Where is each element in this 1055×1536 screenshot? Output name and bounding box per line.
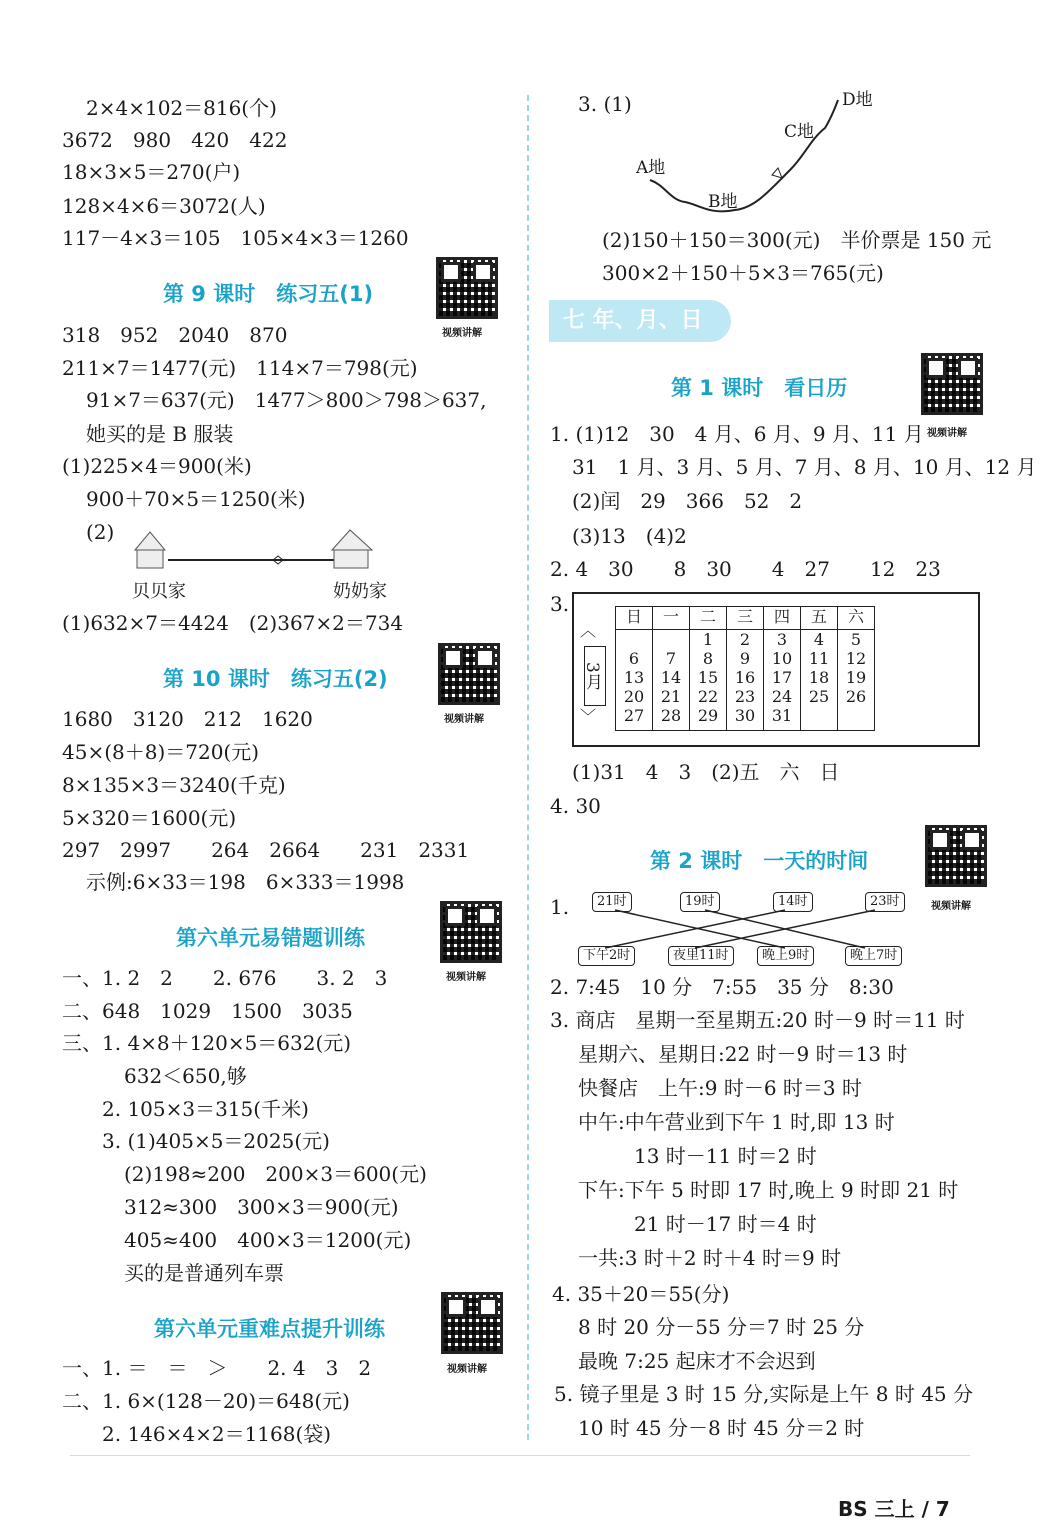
place-label: A地 <box>636 158 666 178</box>
chevron-up-icon: ︿ <box>580 621 597 640</box>
calendar-day: 2 <box>739 630 751 649</box>
answer-4: 4. 35＋20＝55(分) <box>552 1282 730 1306</box>
calendar-column <box>801 630 838 731</box>
line: 中午:中午营业到下午 1 时,即 13 时 <box>578 1110 895 1134</box>
calendar-day: 5 <box>850 630 862 649</box>
calendar-day: 11 <box>808 649 830 668</box>
house-label: 奶奶家 <box>333 581 387 602</box>
calendar-column <box>653 630 690 731</box>
section-heading-lesson-2: 第 2 课时 一天的时间 <box>650 849 869 873</box>
chevron-down-icon: ﹀ <box>580 707 597 726</box>
line: (2) <box>86 520 115 544</box>
calendar-day: 8 <box>702 649 714 668</box>
calendar-column <box>727 630 764 731</box>
answer-1: 1. <box>550 895 570 919</box>
place-label: B地 <box>708 192 738 212</box>
answer-4: 4. 30 <box>550 794 601 818</box>
calendar-weekday: 一 <box>653 607 690 630</box>
answer-2: 211×7＝1477(元) 114×7＝798(元) <box>62 356 418 380</box>
calendar-day: 19 <box>845 668 867 687</box>
qr-code-icon <box>436 257 498 319</box>
line: 下午:下午 5 时即 17 时,晚上 9 时即 21 时 <box>578 1178 959 1202</box>
line: 13 时－11 时＝2 时 <box>634 1144 817 1168</box>
time-box: 晚上9时 <box>757 946 814 966</box>
calendar-day: 16 <box>734 668 756 687</box>
calendar-month: 3月 <box>584 646 606 706</box>
calendar-day: 3 <box>776 630 788 649</box>
answer-1: 1680 3120 212 1620 <box>62 707 313 731</box>
place-label: C地 <box>784 122 815 142</box>
answer-2: 3672 980 420 422 <box>62 128 288 152</box>
calendar-day <box>838 706 874 725</box>
calendar-day: 25 <box>808 687 830 706</box>
section-heading-lesson-10: 第 10 课时 练习五(2) <box>163 667 388 691</box>
calendar-day: 29 <box>697 706 719 725</box>
calendar-weekday: 六 <box>838 607 875 630</box>
calendar-day: 6 <box>628 649 640 668</box>
calendar-weekday: 日 <box>616 607 653 630</box>
section-heading-errors: 第六单元易错题训练 <box>176 926 365 950</box>
calendar-day: 1 <box>702 630 714 649</box>
qr-code-icon <box>440 901 502 963</box>
qr-code-icon <box>441 1292 503 1354</box>
line: 10 时 45 分－8 时 45 分＝2 时 <box>578 1416 865 1440</box>
calendar-day: 23 <box>734 687 756 706</box>
unit-banner: 七 年、月、日 <box>549 300 731 342</box>
calendar-column <box>690 630 727 731</box>
line: 示例:6×33＝198 6×333＝1998 <box>86 870 405 894</box>
line: 最晚 7:25 起床才不会迟到 <box>578 1349 816 1373</box>
calendar-table <box>615 606 875 731</box>
answer-2: 45×(8＋8)＝720(元) <box>62 740 260 764</box>
calendar-day: 12 <box>845 649 867 668</box>
line: 405≈400 400×3＝1200(元) <box>124 1228 412 1252</box>
line: 632＜650,够 <box>124 1064 247 1088</box>
line: 31 1 月、3 月、5 月、7 月、8 月、10 月、12 月 <box>572 455 1037 479</box>
answer-part-1: 一、1. 2 2 2. 676 3. 2 3 <box>62 966 388 990</box>
calendar-day: 18 <box>808 668 830 687</box>
calendar-column <box>764 630 801 731</box>
line: 星期六、星期日:22 时－9 时＝13 时 <box>578 1042 908 1066</box>
time-box: 14时 <box>773 892 813 912</box>
calendar-day: 22 <box>697 687 719 706</box>
qr-label: 视频讲解 <box>442 328 482 339</box>
line: 91×7＝637(元) 1477＞800＞798＞637, <box>86 388 487 412</box>
line: 2×4×102＝816(个) <box>86 96 277 120</box>
answer-1: 1. (1)12 30 4 月、6 月、9 月、11 月 <box>550 422 924 446</box>
answer-4: 5×320＝1600(元) <box>62 806 237 830</box>
answer-5: 5. 镜子里是 3 时 15 分,实际是上午 8 时 45 分 <box>554 1382 974 1406</box>
line: 快餐店 上午:9 时－6 时＝3 时 <box>578 1076 862 1100</box>
qr-label: 视频讲解 <box>447 1364 487 1375</box>
calendar-day: 30 <box>734 706 756 725</box>
qr-label: 视频讲解 <box>444 714 484 725</box>
page-footer: BS 三上 / 7 <box>838 1497 950 1521</box>
line: (2)198≈200 200×3＝600(元) <box>124 1162 427 1186</box>
section-heading-key-points: 第六单元重难点提升训练 <box>154 1317 385 1341</box>
calendar-column <box>616 630 653 731</box>
time-box: 21时 <box>592 892 632 912</box>
calendar-day: 17 <box>771 668 793 687</box>
qr-code-icon <box>438 643 500 705</box>
answer-3: 3. 商店 星期一至星期五:20 时－9 时＝11 时 <box>550 1008 965 1032</box>
line: 她买的是 B 服装 <box>86 422 234 446</box>
calendar-day: 15 <box>697 668 719 687</box>
line: 2. 105×3＝315(千米) <box>102 1097 309 1121</box>
line: 300×2＋150＋5×3＝765(元) <box>602 261 884 285</box>
qr-label: 视频讲解 <box>931 901 971 912</box>
answer-2: 2. 7:45 10 分 7:55 35 分 8:30 <box>550 975 894 999</box>
line: 8 时 20 分－55 分＝7 时 25 分 <box>578 1315 865 1339</box>
calendar-column <box>838 630 875 731</box>
answer-3: 8×135×3＝3240(千克) <box>62 773 286 797</box>
answer-4: (1)632×7＝4424 (2)367×2＝734 <box>62 611 404 635</box>
qr-label: 视频讲解 <box>927 428 967 439</box>
calendar-frame <box>572 592 980 747</box>
calendar-day: 14 <box>660 668 682 687</box>
line: 一共:3 时＋2 时＋4 时＝9 时 <box>578 1246 842 1270</box>
calendar-day: 26 <box>845 687 867 706</box>
answer-part-2: 二、648 1029 1500 3035 <box>62 999 353 1023</box>
qr-code-icon <box>925 825 987 887</box>
qr-label: 视频讲解 <box>446 972 486 983</box>
house-icon <box>135 532 165 568</box>
line: (2)闰 29 366 52 2 <box>572 489 803 513</box>
answer-3: 18×3×5＝270(户) <box>62 160 241 184</box>
time-box: 23时 <box>865 892 905 912</box>
line: 3. (1)405×5＝2025(元) <box>102 1129 330 1153</box>
line: 2. 146×4×2＝1168(袋) <box>102 1422 332 1446</box>
line: (3)13 (4)2 <box>572 524 687 548</box>
time-box: 下午2时 <box>578 946 635 966</box>
calendar-day: 20 <box>623 687 645 706</box>
footer-rule <box>70 1455 970 1456</box>
section-heading-lesson-9: 第 9 课时 练习五(1) <box>163 282 374 306</box>
answer-part-3: 三、1. 4×8＋120×5＝632(元) <box>62 1031 352 1055</box>
calendar-day: 7 <box>665 649 677 668</box>
house-label: 贝贝家 <box>132 581 186 602</box>
answer-1: 318 952 2040 870 <box>62 323 288 347</box>
answer-3: 3. <box>550 592 570 616</box>
answer-5: 297 2997 264 2664 231 2331 <box>62 838 470 862</box>
line: 21 时－17 时＝4 时 <box>634 1212 817 1236</box>
answer-3: 3. (1) <box>578 92 632 116</box>
calendar-day: 21 <box>660 687 682 706</box>
answer-part-2: 二、1. 6×(128－20)＝648(元) <box>62 1389 350 1413</box>
line: 900＋70×5＝1250(米) <box>86 487 306 511</box>
calendar-day <box>801 706 837 725</box>
calendar-day <box>653 630 689 649</box>
section-heading-lesson-1: 第 1 课时 看日历 <box>671 376 848 400</box>
answer-5: 117－4×3＝105 105×4×3＝1260 <box>62 226 409 250</box>
calendar-day <box>616 630 652 649</box>
calendar-weekday: 三 <box>727 607 764 630</box>
qr-code-icon <box>921 353 983 415</box>
calendar-day: 4 <box>813 630 825 649</box>
calendar-day: 27 <box>623 706 645 725</box>
column-divider <box>527 95 529 1440</box>
calendar-day: 31 <box>771 706 793 725</box>
answer-2: 2. 4 30 8 30 4 27 12 23 <box>550 557 941 581</box>
calendar-day: 13 <box>623 668 645 687</box>
time-box: 晚上7时 <box>845 946 902 966</box>
line: (2)150＋150＝300(元) 半价票是 150 元 <box>602 228 992 252</box>
calendar-day: 24 <box>771 687 793 706</box>
answer-part-1: 一、1. ＝ ＝ ＞ 2. 4 3 2 <box>62 1356 372 1380</box>
calendar-weekday: 五 <box>801 607 838 630</box>
calendar-day: 9 <box>739 649 751 668</box>
time-box: 夜里11时 <box>668 946 734 966</box>
calendar-day: 28 <box>660 706 682 725</box>
line: 买的是普通列车票 <box>124 1261 284 1285</box>
calendar-day: 10 <box>771 649 793 668</box>
place-label: D地 <box>842 90 873 110</box>
answer-4: 128×4×6＝3072(人) <box>62 194 266 218</box>
route-diagram <box>640 90 870 220</box>
line: 312≈300 300×3＝900(元) <box>124 1195 399 1219</box>
answer-3: (1)225×4＝900(米) <box>62 454 252 478</box>
calendar-weekday: 四 <box>764 607 801 630</box>
time-box: 19时 <box>680 892 720 912</box>
house-icon <box>332 530 372 568</box>
line: (1)31 4 3 (2)五 六 日 <box>572 760 840 784</box>
calendar-weekday: 二 <box>690 607 727 630</box>
